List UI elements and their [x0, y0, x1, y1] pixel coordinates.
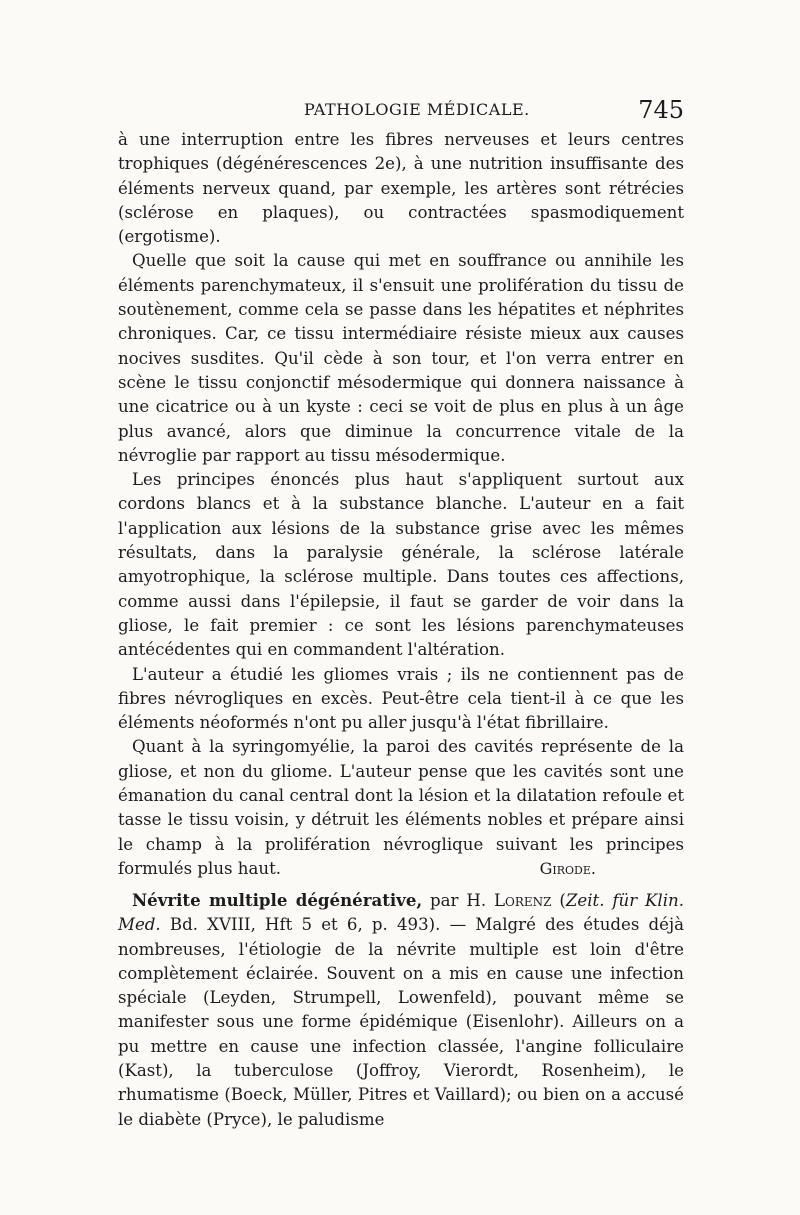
paragraph-1: à une interruption entre les fibres nerveuses et leurs centres trophiques (dégénérescences 2e), à une nutrition insuffisante des éléments nerveux quand, par exemple, les artères sont rétrécies (sclérose en plaques), ou contractées spasmodiquement (ergotisme).: [118, 130, 684, 247]
review-text: [118, 128, 684, 881]
article-by: par H.: [422, 891, 495, 910]
article-paragraph: [118, 888, 684, 1132]
paragraph-5: Quant à la syringomyélie, la paroi des cavités représente de la gliose, et non du gliome. L'auteur pense que les cavités sont une émanation du canal central dont la lésion et la dilatation refoule et tasse le tissu voisin, y détruit les éléments nobles et prépare ainsi le champ à la prolifération névroglique suivant les principes formulés plus haut.: [118, 737, 684, 878]
second-article: [118, 888, 684, 1132]
last-paragraph-wrapper: [118, 735, 684, 881]
paragraph-3: Les principes énoncés plus haut s'appliquent surtout aux cordons blancs et à la substance blanche. L'auteur en a fait l'application aux lésions de la substance grise avec les mêmes résultats, dans la paralysie générale, la sclérose latérale amyotrophique, la sclérose multiple. Dans toutes ces affections, comme aussi dans l'épilepsie, il faut se garder de voir dans la gliose, le fait premier : ce sont les lésions parenchymateuses antécédentes qui en commandent l'altération.: [118, 470, 684, 660]
article-citation: Bd. XVIII, Hft 5 et 6, p. 493).: [160, 915, 441, 935]
paragraph-4: L'auteur a étudié les gliomes vrais ; ils ne contiennent pas de fibres névrogliques en excès. Peut-être cela tient-il à ce que les éléments néoformés n'ont pu aller jusqu'à l'état fibrillaire.: [118, 664, 684, 733]
paragraph-2: Quelle que soit la cause qui met en souffrance ou annihile les éléments parenchymateux, il s'ensuit une prolifération du tissu de soutènement, comme cela se passe dans les hépatites et néphrites chroniques. Car, ce tissu intermédiaire résiste mieux aux causes nocives susdites. Qu'il cède à son tour, et l'on verra entrer en scène le tissu conjonctif mésodermique qui donnera naissance à une cicatrice ou à un kyste : ceci se voit de plus en plus à un âge plus avancé, alors que diminue la concurrence vitale de la névroglie par rapport au tissu mésodermique.: [118, 251, 684, 465]
author-signature: Girode.: [539, 859, 596, 879]
header-title: PATHOLOGIE MÉDICALE.: [304, 100, 530, 119]
article-title: Névrite multiple dégénérative,: [132, 890, 423, 910]
running-header: [118, 96, 684, 130]
journal-open: (: [551, 891, 566, 910]
article-journal: Zeit. für Klin. Med.: [118, 891, 684, 935]
article-author: Lorenz: [494, 891, 552, 910]
page-number: 745: [638, 96, 684, 124]
article-body: — Malgré des études déjà nombreuses, l'étiologie de la névrite multiple est loin d'être complètement éclairée. Souvent on a mis en cause une infection spéciale (Leyden, Strumpell, Lowenfeld), pouvant même se manifester sous une forme épidémique (Eisenlohr). Ailleurs on a pu mettre en cause une infection classée, l'angine folliculaire (Kast), la tuberculose (Joffroy, Vierordt, Rosenheim), le rhumatisme (Boeck, Müller, Pitres et Vaillard); ou bien on a accusé le diabète (Pryce), le paludisme: [118, 915, 684, 1129]
